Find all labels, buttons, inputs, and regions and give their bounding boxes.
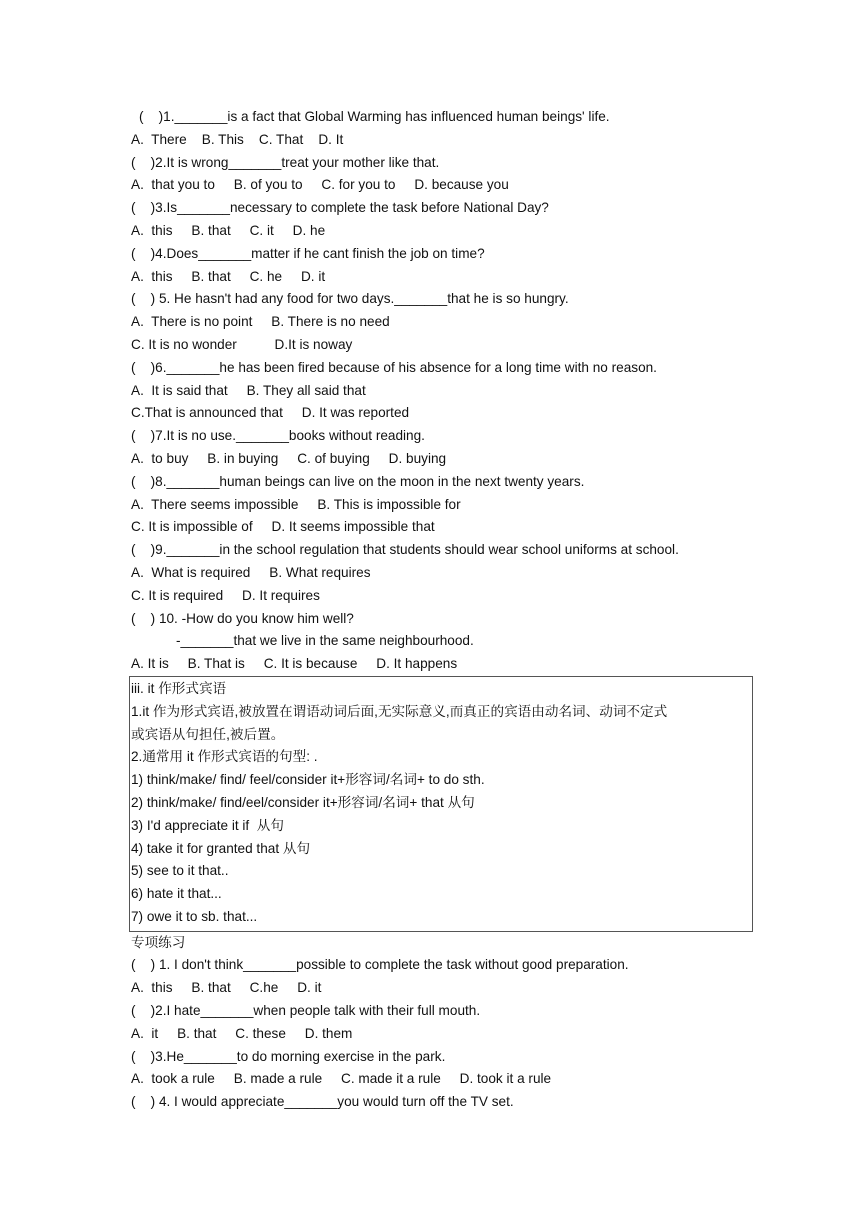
grammar-pattern-7: 7) owe it to sb. that... xyxy=(131,908,258,924)
question-3-options: A. this B. that C. it D. he xyxy=(131,222,326,238)
question-1-options: A. There B. This C. That D. It xyxy=(131,131,344,147)
grammar-pattern-2: 2) think/make/ find/eel/consider it+形容词/名词+ that 从句 xyxy=(131,794,475,810)
grammar-explanation-line-2: 或宾语从句担任,被后置。 xyxy=(131,726,285,742)
grammar-pattern-1: 1) think/make/ find/ feel/consider it+形容词/名词+ to do sth. xyxy=(131,772,485,788)
question-7-stem: ( )7.It is no use._______books without reading. xyxy=(131,428,425,444)
question-3-stem: ( )3.Is_______necessary to complete the task before National Day? xyxy=(131,200,549,216)
question-9-options-c-d: C. It is required D. It requires xyxy=(131,587,320,603)
grammar-explanation-line-1: 1.it 作为形式宾语,被放置在谓语动词后面,无实际意义,而真正的宾语由动名词、动词不定式 xyxy=(131,703,668,719)
question-9-stem: ( )9._______in the school regulation that students should wear school uniforms at school. xyxy=(131,542,679,558)
practice-2-options: A. it B. that C. these D. them xyxy=(131,1025,353,1041)
grammar-note-box xyxy=(129,676,753,932)
grammar-pattern-6: 6) hate it that... xyxy=(131,886,222,902)
question-2-options: A. that you to B. of you to C. for you to D. because you xyxy=(131,177,509,193)
grammar-pattern-3: 3) I'd appreciate it if 从句 xyxy=(131,817,284,833)
worksheet-content xyxy=(131,106,751,1114)
grammar-pattern-5: 5) see to it that.. xyxy=(131,863,229,879)
grammar-pattern-intro: 2.通常用 it 作形式宾语的句型: . xyxy=(131,749,318,765)
grammar-pattern-4: 4) take it for granted that 从句 xyxy=(131,840,311,856)
question-8-options-c-d: C. It is impossible of D. It seems impossible that xyxy=(131,519,435,535)
question-8-stem: ( )8._______human beings can live on the moon in the next twenty years. xyxy=(131,473,585,489)
practice-3-options: A. took a rule B. made a rule C. made it a rule D. took it a rule xyxy=(131,1071,552,1087)
question-5-options-a-b: A. There is no point B. There is no need xyxy=(131,314,390,330)
question-2-stem: ( )2.It is wrong_______treat your mother like that. xyxy=(131,154,440,170)
practice-1-stem: ( ) 1. I don't think_______possible to complete the task without good preparation. xyxy=(131,957,629,973)
question-6-stem: ( )6._______he has been fired because of his absence for a long time with no reason. xyxy=(131,359,657,375)
question-4-options: A. this B. that C. he D. it xyxy=(131,268,326,284)
question-10-options: A. It is B. That is C. It is because D. It happens xyxy=(131,656,458,672)
practice-2-stem: ( )2.I hate_______when people talk with their full mouth. xyxy=(131,1003,481,1019)
question-5-options-c-d: C. It is no wonder D.It is noway xyxy=(131,336,353,352)
question-10-stem: ( ) 10. -How do you know him well? xyxy=(131,610,354,626)
question-8-options-a-b: A. There seems impossible B. This is impossible for xyxy=(131,496,461,512)
practice-3-stem: ( )3.He_______to do morning exercise in the park. xyxy=(131,1048,446,1064)
question-9-options-a-b: A. What is required B. What requires xyxy=(131,564,371,580)
question-10-reply: -_______that we live in the same neighbourhood. xyxy=(176,633,474,649)
question-7-options: A. to buy B. in buying C. of buying D. buying xyxy=(131,450,447,466)
practice-heading: 专项练习 xyxy=(131,934,186,950)
question-6-options-a-b: A. It is said that B. They all said that xyxy=(131,382,366,398)
question-5-stem: ( ) 5. He hasn't had any food for two days._______that he is so hungry. xyxy=(131,291,569,307)
question-1-stem: ( )1._______is a fact that Global Warming has influenced human beings' life. xyxy=(139,109,610,124)
question-6-options-c-d: C.That is announced that D. It was reported xyxy=(131,405,410,421)
practice-4-stem: ( ) 4. I would appreciate_______you would turn off the TV set. xyxy=(131,1094,514,1110)
practice-1-options: A. this B. that C.he D. it xyxy=(131,980,322,996)
grammar-heading: iii. it 作形式宾语 xyxy=(131,680,227,696)
question-4-stem: ( )4.Does_______matter if he cant finish the job on time? xyxy=(131,245,485,261)
